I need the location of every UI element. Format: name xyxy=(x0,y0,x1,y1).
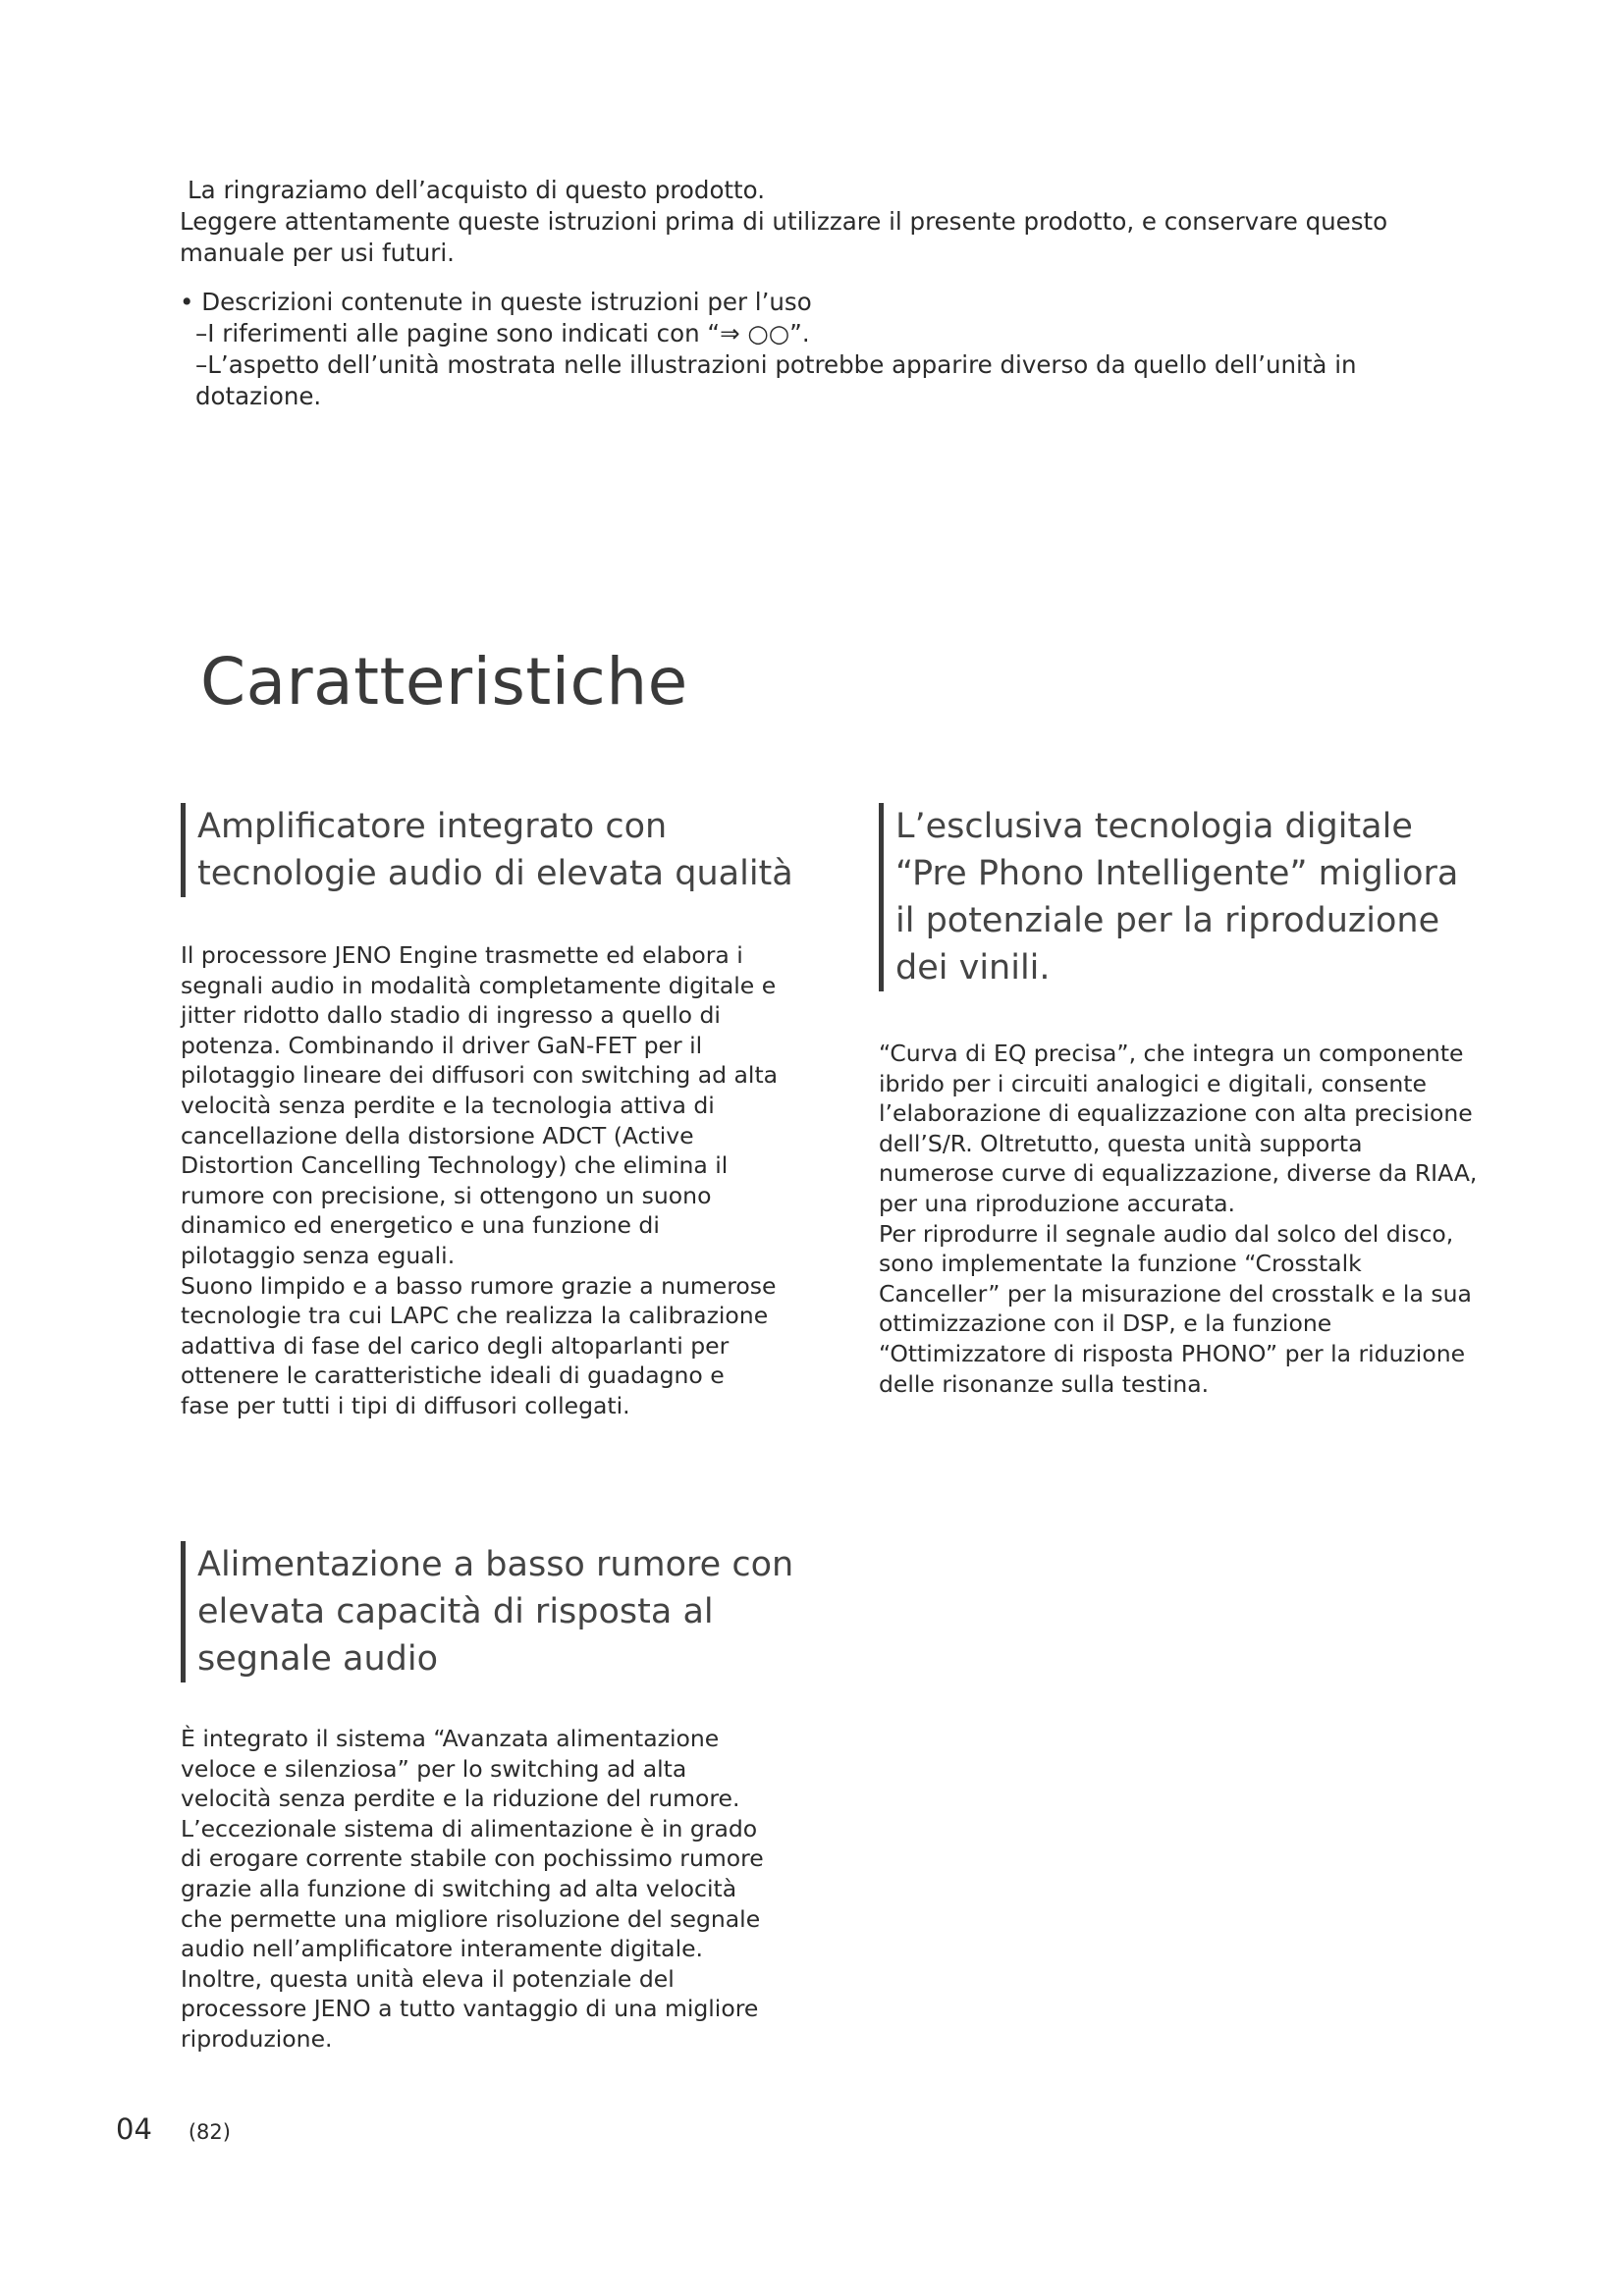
feature-paragraph: Suono limpido e a basso rumore grazie a numerose tecnologie tra cui LAPC che realizza la calibrazione adattiva di fase del carico degli altoparlanti per ottenere le caratteristiche ideali di guadagno e fase per tutti i tipi di diffusori collegati. xyxy=(181,1271,777,1419)
feature-heading: Alimentazione a basso rumore con elevata capacità di risposta al segnale audio xyxy=(181,1541,806,1682)
intro-text xyxy=(180,175,1476,412)
intro-thanks: La ringraziamo dell’acquisto di questo prodotto. xyxy=(188,176,765,204)
intro-sub-item: –L’aspetto dell’unità mostrata nelle illustrazioni potrebbe apparire diverso da quello dell’unità in dotazione. xyxy=(195,350,1357,410)
page-number: 04 xyxy=(116,2112,152,2146)
intro-bullet-block xyxy=(180,287,1476,412)
feature-heading: L’esclusiva tecnologia digitale “Pre Phono Intelligente” migliora il potenziale per la riproduzione dei vinili. xyxy=(879,803,1485,991)
feature-paragraph: Inoltre, questa unità eleva il potenziale del processore JENO a tutto vantaggio di una migliore riproduzione. xyxy=(181,1964,759,2053)
feature-paragraph: È integrato il sistema “Avanzata alimentazione veloce e silenziosa” per lo switching ad alta velocità senza perdite e la riduzione del rumore. L’eccezionale sistema di alimentazione è in grado di erogare corrente stabile con pochissimo rumore grazie alla funzione di switching ad alta velocità che permette una migliore risoluzione del segnale audio nell’amplificatore interamente digitale. xyxy=(181,1725,764,1963)
page-footer xyxy=(116,2112,231,2146)
intro-bullet: • Descrizioni contenute in queste istruzioni per l’uso xyxy=(180,288,812,316)
feature-body xyxy=(879,1039,1478,1399)
feature-paragraph: Per riprodurre il segnale audio dal solco del disco, sono implementate la funzione “Crosstalk Canceller” per la misurazione del crosstalk e la sua ottimizzazione con il DSP, e la funzione “Ottimizzatore di risposta PHONO” per la riduzione delle risonanze sulla testina. xyxy=(879,1219,1472,1398)
feature-paragraph: “Curva di EQ precisa”, che integra un componente ibrido per i circuiti analogici e digitali, consente l’elaborazione di equalizzazione con alta precisione dell’S/R. Oltretutto, questa unità supporta numerose curve di equalizzazione, diverse da RIAA, per una riproduzione accurata. xyxy=(879,1040,1478,1217)
feature-heading: Amplificatore integrato con tecnologie audio di elevata qualità xyxy=(181,803,806,897)
feature-body xyxy=(181,940,780,1421)
feature-body xyxy=(181,1724,780,2055)
intro-sub-item: –I riferimenti alle pagine sono indicati con “⇒ ○○”. xyxy=(195,319,810,347)
feature-paragraph: Il processore JENO Engine trasmette ed elabora i segnali audio in modalità completamente digitale e jitter ridotto dallo stadio di ingresso a quello di potenza. Combinando il driver GaN-FET per il pilotaggio lineare dei diffusori con switching ad alta velocità senza perdite e la tecnologia attiva di cancellazione della distorsione ADCT (Active Distortion Cancelling Technology) che elimina il rumore con precisione, si ottengono un suono dinamico ed energetico e una funzione di pilotaggio senza eguali. xyxy=(181,941,779,1269)
section-title: Caratteristiche xyxy=(200,644,688,720)
page-reference: (82) xyxy=(188,2120,231,2144)
intro-read-line: Leggere attentamente queste istruzioni prima di utilizzare il presente prodotto, e conservare questo manuale per usi futuri. xyxy=(180,207,1388,267)
